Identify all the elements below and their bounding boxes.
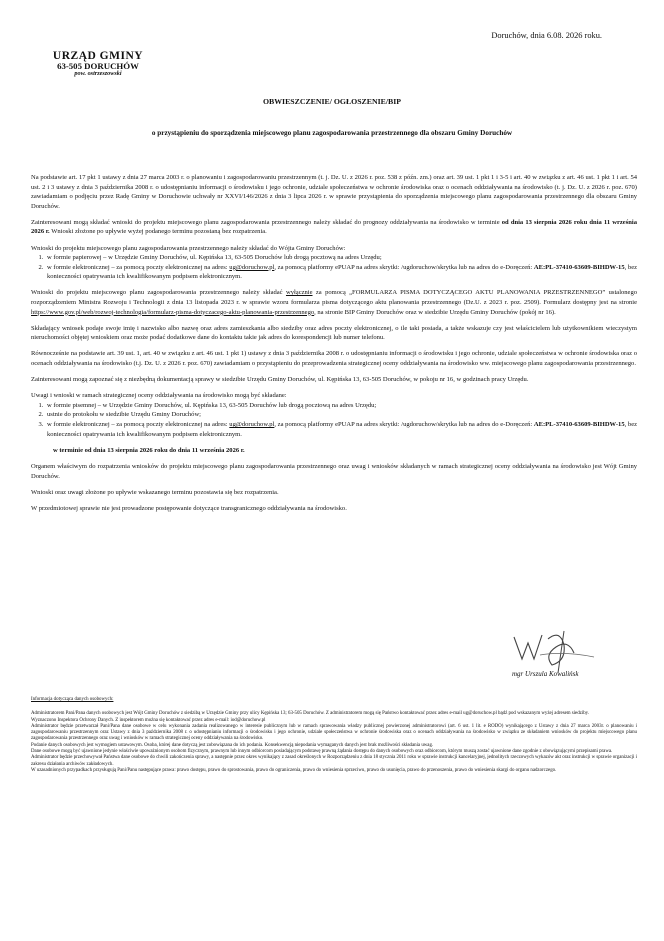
paragraph-environmental-assessment: Równocześnie na podstawie art. 39 ust. 1, art. 40 w związku z art. 46 ust. 1 pkt 1) ustawy z dnia 3 października 2008 r. o udostępnianiu informacji o środowisku i jego ochronie, udziale społeczeństwa w ochronie środowiska oraz o ocenach oddziaływania na środowisko (t.j. Dz. U. z 2026 r. poz. 670) zawiadamiam o przystąpieniu do przeprowadzenia strategicznej oceny oddziaływania na środowisko ww. miejscowego planu zagospodarowania przestrzennego.: [31, 350, 637, 367]
text: Wnioski złożone po upływie wyżej podanego terminu pozostaną bez rozpatrzenia.: [51, 228, 267, 236]
text: w formie elektronicznej – za pomocą poczty elektronicznej na adres:: [47, 420, 228, 428]
paragraph-documentation: Zainteresowani mogą zapoznać się z niezbędną dokumentacją sprawy w siedzibie Urzędu Gminy Doruchów, ul. Kępińska 13, 63-505 Doruchów, w pokoju nr 16, w godzinach pracy Urzędu.: [31, 376, 529, 384]
paragraph-submission-term: [31, 218, 637, 237]
info-line: Dane osobowe mogą być ujawnione jedynie właściwie upoważnionym osobom fizycznym, prawnym lub innym odbiorcom posiadającym podstawę prawną żądania dostępu do danych osobowych oraz odbiorcom, którym muszą zostać ujawnione dane zgodnie z obowiązującymi przepisami prawa.: [31, 749, 613, 755]
signature-block: [504, 625, 634, 685]
email-link[interactable]: ug@doruchow.pl: [229, 420, 275, 428]
info-line: Administratorem Pani/Pana danych osobowych jest Wójt Gminy Doruchów z siedzibą w Urzędzie Gminy przy ulicy Kępińska 13; 63-505 Doruchów. Z administratorem mogą się Państwo kontaktować przez adres e-mail ug@doruchow.pl bądź pod wskazanym wyżej adresem siedziby.: [31, 711, 589, 717]
stamp-line-3: pow. ostrzeszowski: [74, 70, 122, 78]
remarks-methods-list: [31, 401, 637, 439]
list-item: [45, 420, 637, 439]
signatory-name: mgr Urszula Kowalińsk: [512, 670, 579, 678]
stamp-line-2: 63-505 DORUCHÓW: [57, 61, 139, 72]
edelivery-address: AE:PL-37410-63609-BIHDW-15: [533, 420, 625, 428]
info-line: Wyznaczono Inspektora Ochrony Danych. Z inspektorem można się kontaktować przez adres e-mail: iod@doruchow.pl: [31, 717, 266, 723]
signature-graphic: [504, 625, 634, 675]
paragraph-transboundary: W przedmiotowej sprawie nie jest prowadzone postępowanie dotyczące transgranicznego oddziaływania na środowisko.: [31, 505, 347, 513]
text: , bez konieczności opatrywania ich kwalifikowanym podpisem elektronicznym.: [47, 263, 638, 281]
form-url-link[interactable]: https://www.gov.pl/web/rozwoj-technologia/formularz-pisma-dotyczacego-aktu-planowania-przestrzennego: [31, 308, 315, 316]
document-body: [31, 173, 637, 520]
personal-data-info: [31, 697, 637, 774]
text: , bez konieczności opatrywania ich kwalifikowanym podpisem elektronicznym.: [47, 420, 638, 438]
text: , za pomocą platformy ePUAP na adres skrytki: /ugdoruchow/skrytka lub na adres do e-Doręczeń:: [274, 263, 533, 271]
paragraph-applicant-data: Składający wniosek podaje swoje imię i nazwisko albo nazwę oraz adres zamieszkania albo siedziby oraz adres poczty elektronicznej, o ile taki posiada, a także wskazuje czy jest właścicielem lub użytkownikiem wieczystym nieruchomości objętej wnioskiem oraz może podać dodatkowe dane do kontaktu takie jak adres do korespondencji lub numer telefonu.: [31, 324, 637, 342]
info-line: Administrator będzie przechowywał Państwa dane osobowe do chwili zakończenia sprawy, a następnie przez okres wynikający z zasad określonych w Rozporządzeniu z dnia 18 stycznia 2011 roku w sprawie instrukcji kancelaryjnej, jednolitych rzeczowych wykazów akt oraz instrukcji w sprawie organizacji i zakresu działania archiwów zakładowych.: [31, 755, 637, 767]
text: Zainteresowani mogą składać wnioski do projektu miejscowego planu zagospodarowania przestrzennego należy składać do prognozy oddziaływania na środowisko w terminie: [31, 218, 500, 226]
text: Wnioski do projektu miejscowego planu zagospodarowania przestrzennego należy składać: [31, 289, 283, 297]
submission-methods-list: [31, 253, 637, 282]
paragraph-form: [31, 288, 637, 317]
paragraph-legal-basis: Na podstawie art. 17 pkt 1 ustawy z dnia 27 marca 2003 r. o planowaniu i zagospodarowaniu przestrzennym (t. j. Dz. U. z 2026 r. poz. 538 z późn. zm.) oraz art. 39 ust. 1 pkt 1 i 3-5 i art. 40 w związku z art. 46 ust. 1 pkt 1 i art. 54 ust. 2 i 3 ustawy z dnia 3 października 2008 r. o udostępnianiu informacji o środowisku i jego ochronie, udziale społeczeństwa w ochronie środowiska oraz o ocenach oddziaływania na środowisko (t. j. Dz. U. z 2026 r. poz. 670) zawiadamiam o podjęciu przez Radę Gminy w Doruchowie uchwały nr XXVI/146/2026 z dnia 3 lipca 2026 r. w sprawie przystąpienia do sporządzenia miejscowego planu zagospodarowania przestrzennego dla obszaru Gminy Doruchów.: [31, 174, 637, 210]
text: , za pomocą platformy ePUAP na adres skrytki: /ugdoruchow/skrytka lub na adres do e-Doręczeń:: [274, 420, 533, 428]
document-subtitle: o przystąpieniu do sporządzenia miejscowego planu zagospodarowania przestrzennego dla obszaru Gminy Doruchów: [151, 129, 513, 137]
text: w formie elektronicznej – za pomocą poczty elektronicznej na adres:: [47, 263, 228, 271]
text: za pomocą „FORMULARZA PISMA DOTYCZĄCEGO AKTU PLANOWANIA PRZESTRZENNEGO” ustalonego rozporządzeniem Ministra Rozwoju i Technologii z dnia 13 listopada 2023 r. w sprawie wzoru formularza pisma dotyczącego aktu planowania przestrzennego (Dz.U. z 2023 r. poz. 2509). Formularz dostępny jest na stronie: [31, 289, 638, 307]
email-link[interactable]: ug@doruchow.pl: [229, 263, 275, 271]
term-dates: od dnia 13 sierpnia 2026 roku dnia 11 września 2026 r.: [31, 218, 637, 236]
text: , na stronie BIP Gminy Doruchów oraz w siedzibie Urzędu Gminy Doruchów (pokój nr 16).: [314, 308, 556, 316]
stamp-line-1: URZĄD GMINY: [52, 50, 144, 62]
info-line: W uzasadnionych przypadkach przysługują Pani/Panu następujące prawa: prawo dostępu, prawo do sprostowania, prawo do ograniczenia, prawo do wniesienia sprzeciwu, prawo do usunięcia, prawo do przenoszenia, prawo do wniesienia skargi do organu nadzorczego.: [31, 767, 557, 773]
info-line: Podanie danych osobowych jest wymogiem ustawowym. Osoba, której dane dotyczą jest zobowiązana do ich podania. Konsekwencją niepodania wymaganych danych jest brak możliwości składania uwag.: [31, 742, 434, 748]
remarks-deadline: w terminie od dnia 13 sierpnia 2026 roku do dnia 11 września 2026 r.: [53, 447, 245, 455]
edelivery-address: AE:PL-37410-63609-BIHDW-15: [533, 263, 625, 271]
office-stamp: [28, 50, 168, 78]
date-line: Doruchów, dnia 6.08. 2026 roku.: [491, 31, 602, 40]
list-item: 2. ustnie do protokołu w siedzibie Urzędu Gminy Doruchów;: [45, 410, 637, 420]
paragraph-late-submissions: Wnioski oraz uwagi złożone po upływie wskazanego terminu pozostawia się bez rozpatrzenia.: [31, 488, 279, 496]
paragraph-remarks-how: Uwagi i wnioski w ramach strategicznej oceny oddziaływania na środowisko mogą być składane:: [31, 392, 287, 400]
list-item: 1. w formie papierowej – w Urzędzie Gminy Doruchów, ul. Kępińska 13, 63-505 Doruchów lub drogą pocztową na adres Urzędu;: [45, 253, 637, 263]
list-item: [45, 263, 637, 282]
info-line: Administrator będzie przetwarzał Pani/Pana dane osobowe w celu wykonania zadania realizowanego w interesie publicznym lub w ramach sprawowania władzy publicznej powierzonej administratorowi (art. 6 ust. 1 lit. e RODO) wynikającego z Ustawy z dnia 27 marca 2003r. o planowaniu i zagospodarowaniu przestrzennym oraz Ustawy z dnia 3 października 2008 r. o udostępnianiu informacji o środowisku i jego ochronie, udziale społeczeństwa w ochronie środowiska oraz o ocenach oddziaływania na środowisko w związku ze składaniem wniosków do projektu miejscowego planu zagospodarowania przestrzennego oraz uwag i wniosków w ramach strategicznej oceny oddziaływania na środowisko.: [31, 723, 637, 742]
document-title: OBWIESZCZENIE/ OGŁOSZENIE/BIP: [262, 97, 401, 106]
paragraph-where-to-submit: Wnioski do projektu miejscowego planu zagospodarowania przestrzennego należy składać do Wójta Gminy Doruchów:: [31, 244, 346, 252]
list-item: 1. w formie pisemnej – w Urzędzie Gminy Doruchów, ul. Kępińska 13, 63-505 Doruchów lub drogą pocztową na adres Urzędu;: [45, 401, 637, 411]
info-heading: Informacja dotycząca danych osobowych:: [31, 697, 114, 702]
exclusive-emphasis: wyłącznie: [285, 289, 313, 297]
paragraph-competent-authority: Organem właściwym do rozpatrzenia wniosków do projektu miejscowego planu zagospodarowania przestrzennego oraz uwag i wniosków składanych w ramach strategicznej oceny oddziaływania na środowisko jest Wójt Gminy Doruchów.: [31, 463, 637, 480]
